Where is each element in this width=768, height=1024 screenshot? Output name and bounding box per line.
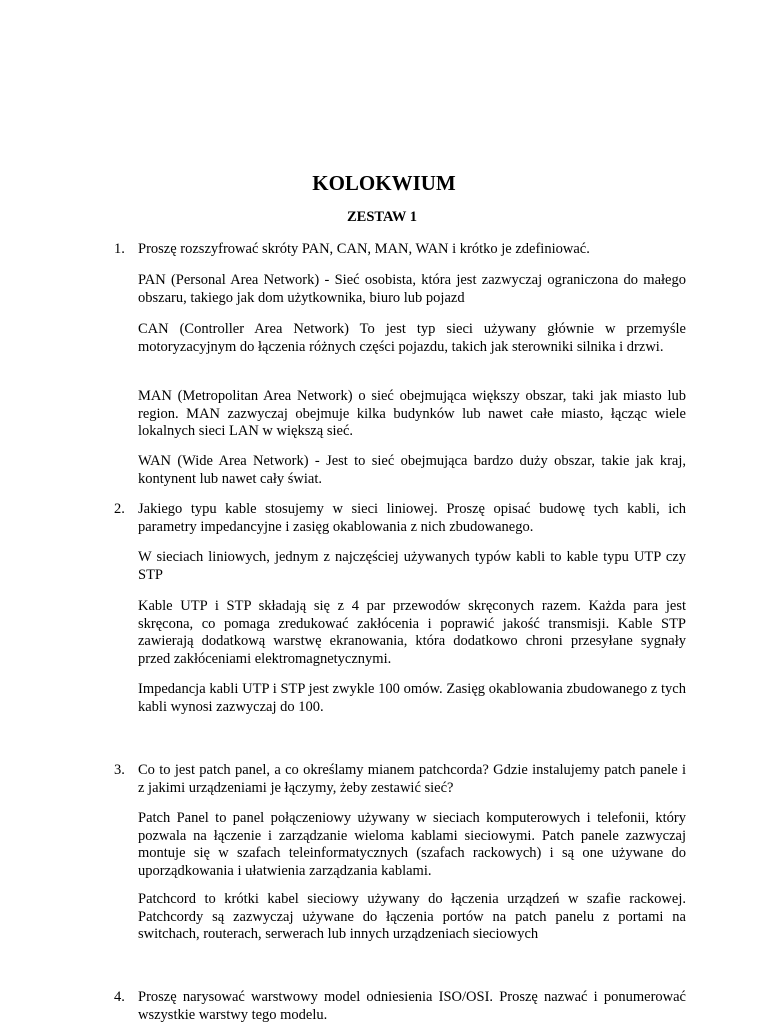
question-4-text: Proszę narysować warstwowy model odniesienia ISO/OSI. Proszę nazwać i ponumerować wszystkie warstwy tego modelu. (138, 989, 686, 1023)
question-1-text: Proszę rozszyfrować skróty PAN, CAN, MAN, WAN i krótko je zdefiniować. (138, 241, 590, 257)
question-4-number: 4. (114, 989, 125, 1005)
question-1-answer-can: CAN (Controller Area Network) To jest typ sieci używany głównie w przemyśle motoryzacyjnym do łączenia różnych części pojazdu, takich jak sterowniki silnika i drzwi. (138, 321, 686, 355)
question-2-answer-cable-types: W sieciach liniowych, jednym z najczęściej używanych typów kabli to kable typu UTP czy STP (138, 549, 686, 583)
question-2-text: Jakiego typu kable stosujemy w sieci liniowej. Proszę opisać budowę tych kabli, ich parametry impedancyjne i zasięg okablowania z nich zbudowanego. (138, 501, 686, 535)
question-2-number: 2. (114, 501, 125, 517)
question-3-answer-patch-panel: Patch Panel to panel połączeniowy używany w sieciach komputerowych i telefonii, który pozwala na łączenie i zarządzanie wieloma kablami sieciowymi. Patch panele zazwyczaj montuje się w szafach teleinformatycznych (szafach rackowych) i są one używane do uporządkowania i ułatwienia zarządzania kablami. (138, 810, 686, 879)
document-title: KOLOKWIUM (312, 171, 456, 195)
question-1-answer-pan: PAN (Personal Area Network) - Sieć osobista, która jest zazwyczaj ograniczona do małego obszaru, takiego jak dom użytkownika, biuro lub pojazd (138, 272, 686, 306)
question-1-number: 1. (114, 241, 125, 257)
document-subtitle: ZESTAW 1 (347, 209, 417, 225)
question-3-number: 3. (114, 762, 125, 778)
question-1-answer-wan: WAN (Wide Area Network) - Jest to sieć obejmująca bardzo duży obszar, takie jak kraj, kontynent lub nawet cały świat. (138, 453, 686, 487)
question-2-answer-impedance: Impedancja kabli UTP i STP jest zwykle 100 omów. Zasięg okablowania zbudowanego z tych kabli wynosi zazwyczaj do 100. (138, 681, 686, 715)
question-1-answer-man: MAN (Metropolitan Area Network) o sieć obejmująca większy obszar, taki jak miasto lub region. MAN zazwyczaj obejmuje kilka budynków lub nawet całe miasto, łącząc wiele lokalnych sieci LAN w większą sieć. (138, 388, 686, 439)
question-3-text: Co to jest patch panel, a co określamy mianem patchcorda? Gdzie instalujemy patch panele i z jakimi urządzeniami je łączymy, żeby zestawić sieć? (138, 762, 686, 796)
question-3-answer-patchcord: Patchcord to krótki kabel sieciowy używany do łączenia urządzeń w szafie rackowej. Patchcordy są zazwyczaj używane do łączenia portów na patch panelu z portami na switchach, routerach, serwerach lub innych urządzeniach sieciowych (138, 891, 686, 942)
question-2-answer-cable-construction: Kable UTP i STP składają się z 4 par przewodów skręconych razem. Każda para jest skręcona, co pomaga zredukować zakłócenia i poprawić jakość transmisji. Kable STP zawierają dodatkową warstwę ekranowania, która dodatkowo chroni przesyłane sygnały przed zakłóceniami elektromagnetycznymi. (138, 598, 686, 667)
